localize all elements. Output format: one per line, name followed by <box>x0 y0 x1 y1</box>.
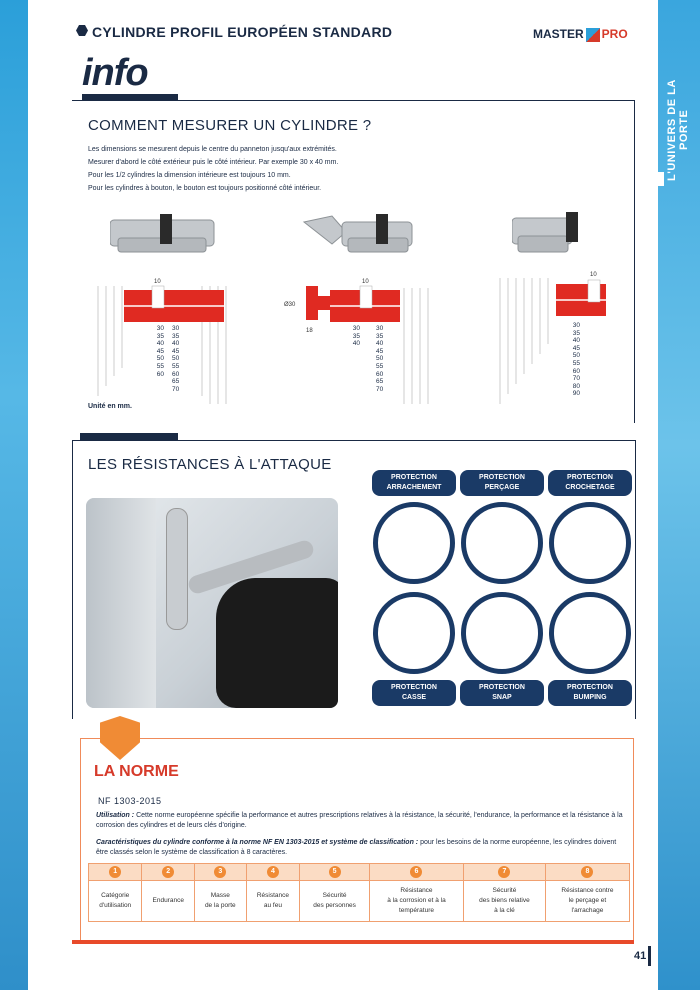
norme-usage-label: Utilisation : <box>96 812 135 819</box>
class-number-cell: 6 <box>369 864 463 881</box>
dim-value: 40 <box>572 337 580 345</box>
lockpick-icon <box>549 502 631 584</box>
left-decorative-strip <box>0 0 28 990</box>
class-desc-cell: Sécurité des biens relative à la clé <box>463 881 545 922</box>
class-desc-cell: Catégorie d'utilisation <box>89 881 142 922</box>
hexagon-icon <box>76 25 88 36</box>
dim-value: 35 <box>172 332 180 340</box>
bump-key-icon <box>549 592 631 674</box>
dim-value: 65 <box>376 378 384 386</box>
dim-value: 30 <box>572 322 580 329</box>
class-number-cell: 1 <box>89 864 142 881</box>
logo-master: MASTER <box>533 27 584 41</box>
footer-line <box>72 940 634 944</box>
logo-x-icon <box>586 28 600 42</box>
resist-tile-casse <box>372 592 456 706</box>
resist-tile-bumping <box>548 592 632 706</box>
class-number-cell: 8 <box>545 864 629 881</box>
dim-value: 30 <box>376 325 384 332</box>
page-number: 41 <box>634 950 647 962</box>
diagram1-left-values <box>124 325 164 378</box>
dim-value: 55 <box>156 362 164 370</box>
dim-value: 70 <box>376 385 384 393</box>
measure-line: Les dimensions se mesurent depuis le centre du panneton jusqu'aux extrémités. <box>88 146 337 153</box>
photo-gloved-hand <box>216 578 338 708</box>
dim-value: 35 <box>352 332 360 340</box>
norme-class-text: pour les besoins de la norme européenne, les cylindres doivent être classés selon le système de classification à 8 caractères. <box>96 839 617 856</box>
dim-value: 30 <box>156 325 164 332</box>
measure-line: Pour les 1/2 cylindres la dimension intérieure est toujours 10 mm. <box>88 172 291 179</box>
measure-diagram-double <box>90 276 240 406</box>
resist-tile-percage <box>460 470 544 584</box>
diagram2-right-values <box>376 325 416 393</box>
dim-value: 30 <box>172 325 180 332</box>
class-number-cell: 3 <box>195 864 247 881</box>
dim-value: 50 <box>172 355 180 363</box>
dim-value: 45 <box>172 347 180 355</box>
dim-value: 30 <box>352 325 360 332</box>
diagram3-values <box>540 322 580 398</box>
dim-value: 60 <box>572 367 580 375</box>
dim-value: 50 <box>572 352 580 360</box>
dim-value: 60 <box>156 370 164 378</box>
dim-label: 10 <box>590 272 597 278</box>
dim-value: 60 <box>172 370 180 378</box>
knob-diameter-label: Ø30 <box>284 302 296 308</box>
dim-label: 10 <box>362 279 369 285</box>
unit-note: Unité en mm. <box>88 403 132 410</box>
resist-label: PROTECTION PERÇAGE <box>460 470 544 496</box>
resist-section-title: LES RÉSISTANCES À L'ATTAQUE <box>88 456 332 473</box>
class-number-cell: 5 <box>300 864 370 881</box>
dim-value: 50 <box>376 355 384 363</box>
dim-value: 55 <box>376 362 384 370</box>
class-desc-cell: Résistance au feu <box>246 881 300 922</box>
page-number-bar <box>648 946 651 966</box>
resist-label: PROTECTION CASSE <box>372 680 456 706</box>
cylinder-double-illustration <box>110 210 220 260</box>
dim-value: 55 <box>572 359 580 367</box>
dim-value: 70 <box>172 385 180 393</box>
cylinder-knob-illustration <box>302 210 414 260</box>
tearing-icon <box>373 502 455 584</box>
knob-length-label: 18 <box>306 328 313 334</box>
dim-value: 80 <box>572 382 580 390</box>
class-desc-cell: Résistance à la corrosion et à la température <box>369 881 463 922</box>
dim-value: 35 <box>572 329 580 337</box>
class-desc-cell: Endurance <box>142 881 195 922</box>
dim-value: 50 <box>156 355 164 363</box>
measure-diagram-knob <box>280 276 440 406</box>
dim-value: 65 <box>172 378 180 386</box>
page-header-title: CYLINDRE PROFIL EUROPÉEN STANDARD <box>92 24 393 40</box>
side-tick <box>658 172 664 186</box>
dim-value: 40 <box>376 340 384 348</box>
class-number-cell: 7 <box>463 864 545 881</box>
drill-icon <box>461 502 543 584</box>
dim-label: 10 <box>154 279 161 285</box>
resist-label: PROTECTION SNAP <box>460 680 544 706</box>
resist-tile-arrachement <box>372 470 456 584</box>
resist-tile-crochetage <box>548 470 632 584</box>
lock-picking-photo <box>86 498 338 708</box>
norme-class-paragraph <box>96 838 626 858</box>
class-desc-cell: Sécurité des personnes <box>300 881 370 922</box>
class-number-cell: 4 <box>246 864 300 881</box>
side-section-label: L'UNIVERS DE LA PORTE <box>666 79 690 181</box>
norme-title: LA NORME <box>94 763 179 780</box>
diagram2-left-values <box>330 325 360 348</box>
dim-value: 45 <box>376 347 384 355</box>
resist-label: PROTECTION CROCHETAGE <box>548 470 632 496</box>
dim-value: 45 <box>156 347 164 355</box>
measure-line: Mesurer d'abord le côté extérieur puis le côté intérieur. Par exemple 30 x 40 mm. <box>88 159 339 166</box>
dim-value: 35 <box>156 332 164 340</box>
dim-value: 45 <box>572 344 580 352</box>
dim-value: 90 <box>572 390 580 398</box>
dim-value: 60 <box>376 370 384 378</box>
logo-pro: PRO <box>601 27 628 41</box>
dim-value: 55 <box>172 362 180 370</box>
norme-usage-paragraph <box>96 811 626 831</box>
class-number-cell: 2 <box>142 864 195 881</box>
resist-tile-snap <box>460 592 544 706</box>
norme-class-label: Caractéristiques du cylindre conforme à la norme NF EN 1303-2015 et système de classification : <box>96 839 419 846</box>
dim-value: 35 <box>376 332 384 340</box>
snap-icon <box>461 592 543 674</box>
norme-standard-code: NF 1303-2015 <box>98 796 162 806</box>
measure-description <box>88 143 338 195</box>
brand-logo <box>533 27 628 42</box>
resist-label: PROTECTION BUMPING <box>548 680 632 706</box>
photo-door-panel <box>86 498 156 708</box>
class-desc-cell: Résistance contre le perçage et l'arrachage <box>545 881 629 922</box>
dim-value: 40 <box>172 340 180 348</box>
resist-label: PROTECTION ARRACHEMENT <box>372 470 456 496</box>
section-separator-bar <box>80 433 178 440</box>
info-title: info <box>82 52 148 94</box>
classification-table <box>88 863 630 922</box>
photo-door-handle <box>166 508 188 630</box>
norme-usage-text: Cette norme européenne spécifie la performance et autres prescriptions relatives à la résistance, la sécurité, l'endurance, la performance et la résistance à la corrosion des cylindres et de leurs clés d'origine. <box>96 812 623 829</box>
diagram1-right-values <box>172 325 212 393</box>
dim-value: 70 <box>572 375 580 383</box>
measure-section-title: COMMENT MESURER UN CYLINDRE ? <box>88 117 372 134</box>
hammer-icon <box>373 592 455 674</box>
class-desc-cell: Masse de la porte <box>195 881 247 922</box>
half-cylinder-illustration <box>512 208 592 262</box>
measure-line: Pour les cylindres à bouton, le bouton est toujours positionné côté intérieur. <box>88 185 322 192</box>
dim-value: 40 <box>156 340 164 348</box>
dim-value: 40 <box>352 340 360 348</box>
